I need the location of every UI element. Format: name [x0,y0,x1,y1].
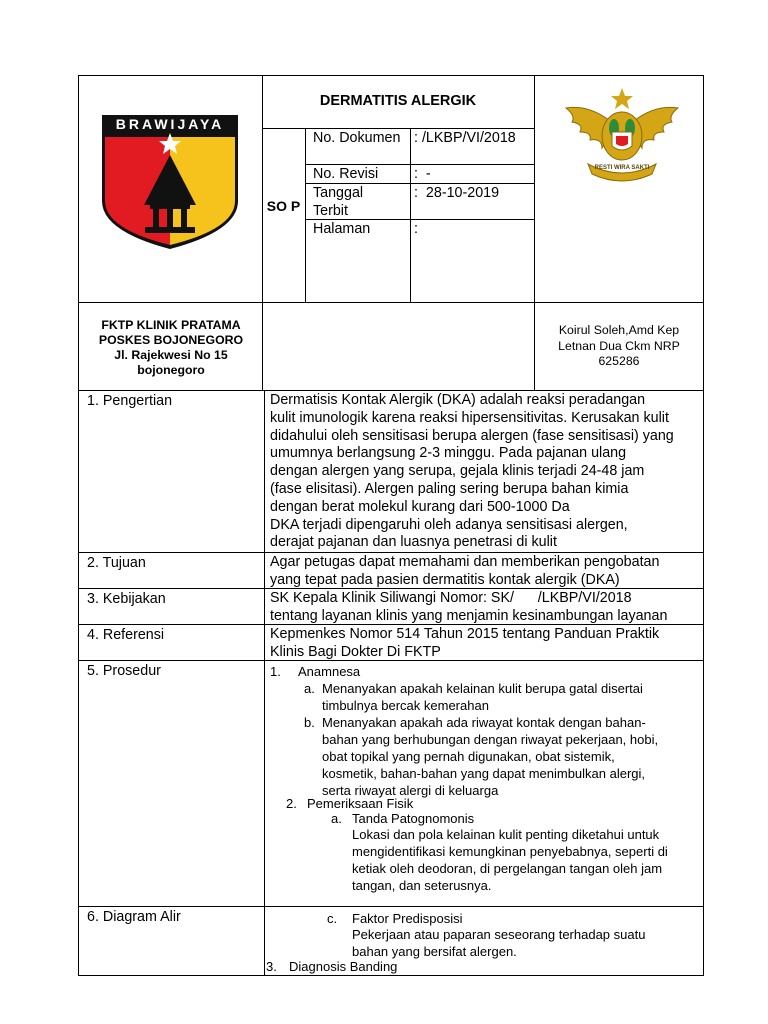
meta-label-revisi: No. Revisi [313,166,379,182]
prosedur-item2a-line: ketiak oleh deodoran, di pergelangan tangan oleh jam [352,861,663,876]
prosedur-item1b-line: kosmetik, bahan-bahan yang dapat menimbulkan alergi, [322,766,646,781]
signatory-nrp: 625286 [598,354,640,368]
diagram-item3-title: Diagnosis Banding [289,959,398,974]
tujuan-line: Agar petugas dapat memahami dan memberikan pengobatan [270,554,660,570]
meta-label-halaman: Halaman [313,221,371,237]
pengertian-line: Dermatisis Kontak Alergik (DKA) adalah reaksi peradangan [270,392,646,408]
pengertian-line: kulit imunologik karena reaksi hipersensitivitas. Kerusakan kulit [270,409,669,426]
section-label-diagram-alir: 6. Diagram Alir [87,909,181,925]
prosedur-item1a-num: a. [304,681,315,696]
prosedur-item2a-text [352,826,696,894]
institution-block [80,318,262,378]
section-body-kebijakan [270,590,702,626]
prosedur-item2a-title: Tanda Patognomonis [352,811,475,826]
diagram-item-c-line: bahan yang bersifat alergen. [352,944,517,959]
diagram-item-c-line: Pekerjaan atau paparan seseorang terhadap suatu [352,927,646,942]
pengertian-line: umumnya berlangsung 2-3 minggu. Pada pajanan ulang [270,445,627,462]
section-label-referensi: 4. Referensi [87,627,165,643]
pengertian-line: dengan alergen yang serupa, gejala klinis terjadi 24-48 jam [270,463,645,480]
document-title: DERMATITIS ALERGIK [319,93,477,109]
signatory-block [536,323,702,370]
section-body-pengertian [270,392,702,552]
prosedur-item2a-line: mengidentifikasi kemungkinan penyebabnya, seperti di [352,844,668,859]
pengertian-line: DKA terjadi dipengaruhi oleh adanya sensitisasi alergen, [270,516,628,533]
diagram-item3-num: 3. [266,959,277,974]
pengertian-line: didahului oleh sensitisasi berupa alergen (fase sensitisasi) yang [270,427,674,444]
institution-unit: POSKES BOJONEGORO [98,333,244,347]
army-emblem-ribbon-text: RESTI WIRA SAKTI [594,165,650,171]
signatory-rank: Letnan Dua Ckm NRP [558,338,680,353]
pengertian-line: dengan berat molekul kurang dari 500-1000 Da [270,498,570,515]
brawijaya-logo [100,113,240,253]
prosedur-item1-title: Anamnesa [298,664,361,679]
tujuan-line: yang tepat pada pasien dermatitis kontak alergik (DKA) [270,571,620,588]
sop-label-text: SO P [266,198,301,214]
prosedur-item1b-line: Menanyakan apakah ada riwayat kontak dengan bahan- [322,715,646,730]
brawijaya-logo-text: BRAWIJAYA [115,116,225,132]
signatory-name: Koirul Soleh,Amd Kep [558,323,680,337]
meta-value-tanggal: : 28-10-2019 [414,185,500,201]
institution-city: bojonegoro [137,363,205,377]
section-body-tujuan [270,554,702,590]
sop-label [262,197,305,215]
prosedur-item1a-text [322,680,696,714]
diagram-item-c-num: c. [327,911,338,926]
prosedur-item1a-line: Menanyakan apakah kelainan kulit berupa gatal disertai [322,681,643,696]
kebijakan-line: SK Kepala Klinik Siliwangi Nomor: SK/ /LKBP/VI/2018 [270,590,632,606]
prosedur-item1b-text [322,714,696,799]
prosedur-item1b-line: bahan yang berhubungan dengan riwayat pekerjaan, hobi, [322,732,659,747]
meta-value-revisi: : - [414,166,431,182]
prosedur-item2-title: Pemeriksaan Fisik [307,796,414,811]
diagram-item-c-title: Faktor Predisposisi [352,911,463,926]
institution-name: FKTP KLINIK PRATAMA [101,318,241,332]
prosedur-item1b-line: obat topikal yang pernah digunakan, obat sistemik, [322,749,615,764]
prosedur-item2a-line: tangan, dan seterusnya. [352,878,492,893]
section-label-tujuan: 2. Tujuan [87,555,146,571]
section-label-prosedur: 5. Prosedur [87,663,161,679]
prosedur-item1-num: 1. [270,664,281,679]
prosedur-item2-num: 2. [286,796,297,811]
section-label-kebijakan: 3. Kebijakan [87,591,166,607]
section-label-pengertian: 1. Pengertian [87,393,173,409]
meta-label-dokumen: No. Dokumen [313,130,401,146]
referensi-line: Kepmenkes Nomor 514 Tahun 2015 tentang Panduan Praktik [270,626,660,642]
referensi-line: Klinis Bagi Dokter Di FKTP [270,643,441,660]
pengertian-line: (fase elisitasi). Alergen paling sering berupa bahan kimia [270,480,629,497]
prosedur-item2a-line: Lokasi dan pola kelainan kulit penting diketahui untuk [352,827,660,842]
prosedur-item1a-line: timbulnya bercak kemerahan [322,698,489,713]
prosedur-item2a-num: a. [331,811,342,826]
diagram-item-c-text [352,926,696,960]
kebijakan-line: tentang layanan klinis yang menjamin kesinambungan layanan [270,607,668,624]
prosedur-item1b-num: b. [304,715,315,730]
prosedur-item1b-line: serta riwayat alergi di keluarga [322,783,499,798]
army-emblem-logo [562,86,682,186]
meta-value-dokumen: : /LKBP/VI/2018 [414,130,516,146]
section-body-referensi [270,626,702,662]
institution-address: Jl. Rajekwesi No 15 [114,348,228,362]
pengertian-line: derajat pajanan dan luasnya penetrasi di kulit [270,534,557,551]
meta-label-tanggal: Tanggal Terbit [313,185,364,219]
meta-value-halaman: : [414,221,418,237]
